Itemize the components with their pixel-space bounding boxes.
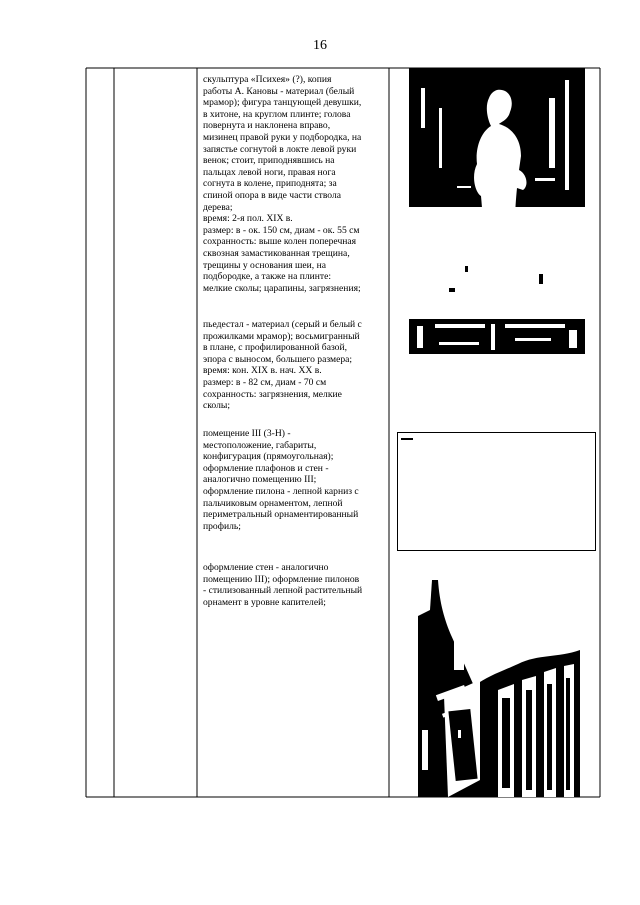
pedestal-description: пьедестал - материал (серый и белый с прожилками мрамор); восьмигранный в плане, с профилированной базой, эпора с выносом, большего размера; время: кон. XIX в. нач. XX в. размер: в - 82 см, диам - 70 см сохранность: загрязнения, мелкие сколы; <box>203 319 362 412</box>
pilaster-photo <box>418 580 580 797</box>
room-description: помещение III (3-Н) - местоположение, габариты, конфигурация (прямоугольная); оформление плафонов и стен - аналогично помещению III; оформление пилона - лепной карниз с пальчиковым орнаментом, лепной периметральный орнаментированный профиль; <box>203 428 359 532</box>
sculpture-description: скульптура «Психея» (?), копия работы А. Кановы - материал (белый мрамор); фигура танцующей девушки, в хитоне, на круглом плинте; голова повернута и наклонена вправо, мизинец правой руки у подбородка, на запястье согнутой в локте левой руки венок; стоит, приподнявшись на пальцах левой ноги, правая нога согнута в колене, приподнята; за спиной опора в виде части ствола дерева; время: 2-я пол. XIX в. размер: в - ок. 150 см, диам - ок. 55 см сохранность: выше колен поперечная сквозная замастикованная трещина, трещины у основания шеи, на подбородке, а также на плинте: мелкие сколы; царапины, загрязнения; <box>203 74 362 294</box>
page-number: 16 <box>313 38 327 53</box>
room-photo-blank <box>397 432 596 551</box>
walls-description: оформление стен - аналогично помещению III); оформление пилонов - стилизованный лепной растительный орнамент в уровне капителей; <box>203 562 363 608</box>
sculpture-photo <box>409 68 585 354</box>
